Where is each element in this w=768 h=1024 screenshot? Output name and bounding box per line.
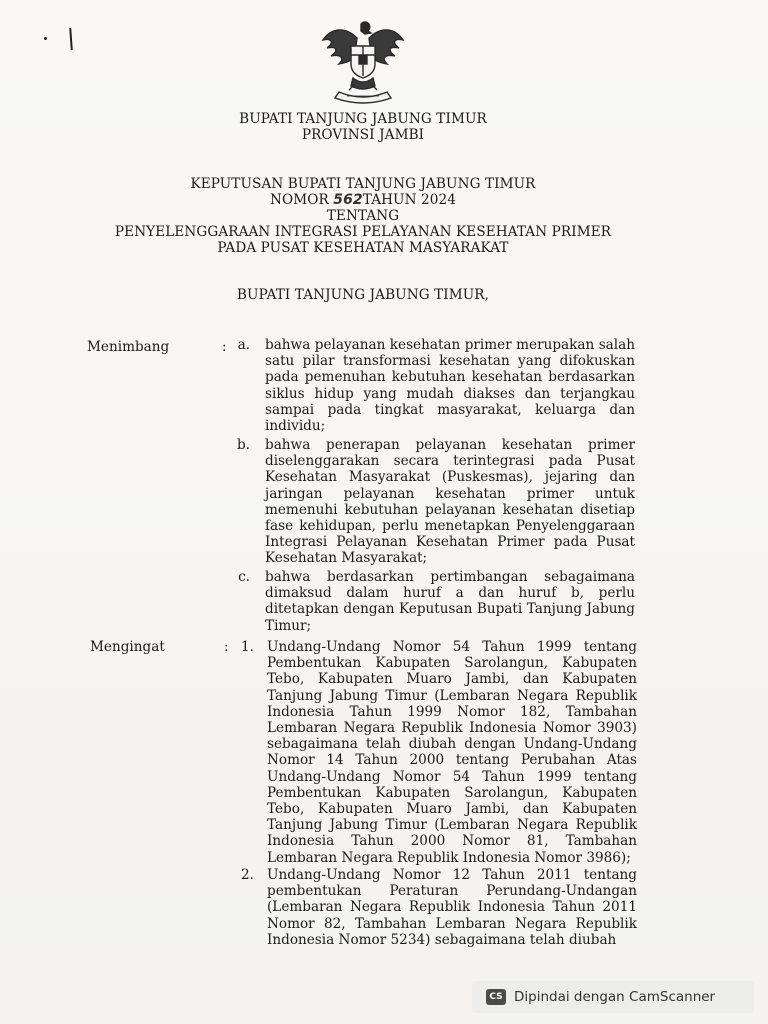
camscanner-text: Dipindai dengan CamScanner — [514, 989, 716, 1005]
camscanner-watermark — [472, 981, 754, 1013]
mengingat-item-2: Undang-Undang Nomor 12 Tahun 2011 tentang pembentukan Peraturan Perundang-Undangan (Lembaran Negara Republik Indonesia Tahun 2011 Nomor 82, Tambahan Lembaran Negara Republik Indonesia Nomor 5234) sebagaimana telah diubah — [267, 867, 637, 948]
mengingat-label: Mengingat — [90, 639, 165, 655]
menimbang-item-b: bahwa penerapan pelayanan kesehatan primer diselenggarakan secara terintegrasi pada Pusat Kesehatan Masyarakat (Puskesmas), jejaring dan jaringan pelayanan kesehatan primer untuk memenuhi kebutuhan pelayanan kesehatan disetiap fase kehidupan, perlu menetapkan Penyelenggaraan Integrasi Pelayanan Kesehatan Primer pada Pusat Kesehatan Masyarakat; — [265, 437, 635, 567]
mengingat-marker-1: 1. — [241, 639, 254, 655]
menimbang-item-c: bahwa berdasarkan pertimbangan sebagaimana dimaksud dalam huruf a dan huruf b, perlu ditetapkan dengan Keputusan Bupati Tanjung Jabung Timur; — [265, 569, 635, 634]
menimbang-marker-a: a. — [237, 337, 250, 353]
menimbang-marker-b: b. — [236, 437, 250, 453]
mengingat-marker-2: 2. — [241, 867, 254, 883]
decree-number-handwritten: 562 — [333, 192, 363, 208]
scan-mark — [69, 28, 73, 50]
garuda-emblem-icon — [317, 18, 409, 104]
menimbang-colon: : — [222, 339, 227, 355]
menimbang-label: Menimbang — [87, 339, 170, 355]
decree-issuer: BUPATI TANJUNG JABUNG TIMUR, — [236, 287, 490, 303]
mengingat-colon: : — [224, 639, 229, 655]
decree-subject-line1: PENYELENGGARAAN INTEGRASI PELAYANAN KESEHATAN PRIMER — [114, 224, 612, 240]
menimbang-item-a: bahwa pelayanan kesehatan primer merupakan salah satu pilar transformasi kesehatan yang difokuskan pada pemenuhan kebutuhan kesehatan berdasarkan siklus hidup yang mudah diakses dan terjangkau sampai pada tingkat masyarakat, keluarga dan individu; — [265, 337, 635, 435]
mengingat-item-1: Undang-Undang Nomor 54 Tahun 1999 tentang Pembentukan Kabupaten Sarolangun, Kabupaten Tebo, Kabupaten Muaro Jambi, dan Kabupaten Tanjung Jabung Timur (Lembaran Negara Republik Indonesia Tahun 1999 Nomor 182, Tambahan Lembaran Negara Republik Indonesia Nomor 3903) sebagaimana telah diubah dengan Undang-Undang Nomor 14 Tahun 2000 tentang Perubahan Atas Undang-Undang Nomor 54 Tahun 1999 tentang Pembentukan Kabupaten Sarolangun, Kabupaten Tebo, Kabupaten Muaro Jambi, dan Kabupaten Tanjung Jabung Timur (Lembaran Negara Republik Indonesia Tahun 2000 Nomor 81, Tambahan Lembaran Negara Republik Indonesia Nomor 3986); — [267, 639, 637, 866]
decree-number — [0, 193, 726, 208]
decree-subject-line2: PADA PUSAT KESEHATAN MASYARAKAT — [217, 240, 509, 256]
decree-title: KEPUTUSAN BUPATI TANJUNG JABUNG TIMUR — [190, 176, 536, 192]
office-title: BUPATI TANJUNG JABUNG TIMUR — [239, 111, 487, 127]
decree-about: TENTANG — [326, 208, 400, 224]
scan-speck — [44, 37, 47, 40]
menimbang-marker-c: c. — [238, 569, 250, 585]
camscanner-icon: CS — [486, 989, 506, 1005]
decree-number-suffix: TAHUN 2024 — [362, 192, 457, 208]
decree-number-prefix: NOMOR — [269, 192, 329, 208]
province-title: PROVINSI JAMBI — [301, 127, 425, 143]
